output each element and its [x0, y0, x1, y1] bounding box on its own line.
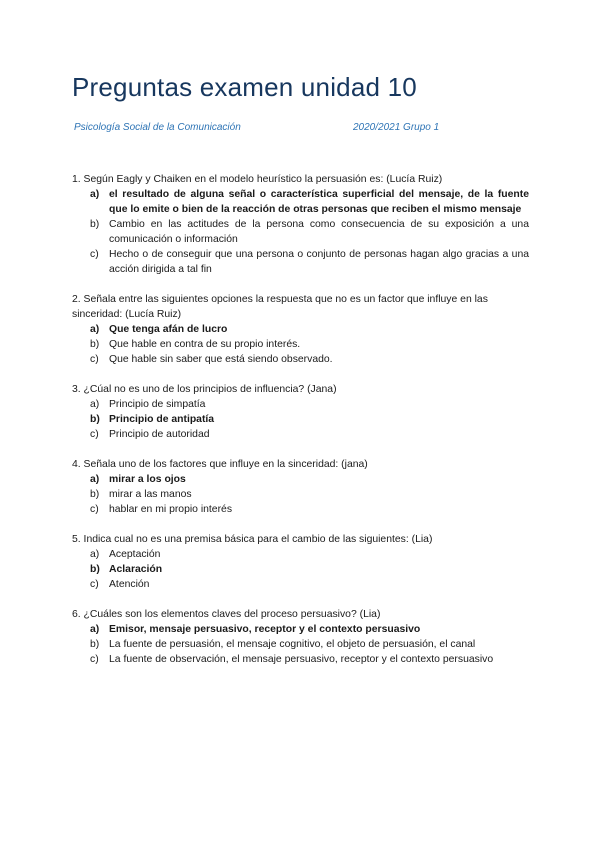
- option-label: b): [90, 639, 100, 650]
- option-text: La fuente de observación, el mensaje persuasivo, receptor y el contexto persuasivo: [109, 654, 494, 665]
- option-label: b): [90, 219, 100, 230]
- option-text: Que tenga afán de lucro: [109, 324, 228, 335]
- question-4: [72, 457, 529, 517]
- correct-option: [72, 622, 529, 637]
- question-text: 1. Según Eagly y Chaiken en el modelo heurístico la persuasión es: (Lucía Ruiz): [72, 174, 443, 185]
- option-text: mirar a las manos: [109, 489, 192, 500]
- option-label: c): [90, 504, 99, 515]
- option-text: Que hable sin saber que está siendo observado.: [109, 354, 333, 365]
- option-text: Principio de simpatía: [109, 399, 206, 410]
- option: [72, 217, 529, 247]
- question-6: [72, 607, 529, 667]
- option-label: a): [90, 189, 100, 200]
- option-text: Que hable en contra de su propio interés.: [109, 339, 301, 350]
- option-text: Principio de antipatía: [109, 414, 215, 425]
- option-text: mirar a los ojos: [109, 474, 186, 485]
- option-label: c): [90, 654, 99, 665]
- option: [72, 487, 529, 502]
- option-text: hablar en mi propio interés: [109, 504, 233, 515]
- option-list: [72, 187, 529, 277]
- option-list: [72, 547, 529, 592]
- option: [72, 577, 529, 592]
- option-text: Principio de autoridad: [109, 429, 210, 440]
- option-label: c): [90, 429, 99, 440]
- option-text: Aceptación: [109, 549, 161, 560]
- option-text: La fuente de persuasión, el mensaje cognitivo, el objeto de persuasión, el canal: [109, 639, 476, 650]
- question-text: 3. ¿Cúal no es uno de los principios de influencia? (Jana): [72, 384, 337, 395]
- option-text: Atención: [109, 579, 150, 590]
- question-text: 4. Señala uno de los factores que influye en la sinceridad: (jana): [72, 459, 368, 470]
- question-5: [72, 532, 529, 592]
- option-label: b): [90, 489, 100, 500]
- option-label: a): [90, 399, 100, 410]
- option: [72, 547, 529, 562]
- question-text: 5. Indica cual no es una premisa básica para el cambio de las siguientes: (Lia): [72, 534, 433, 545]
- correct-option: [72, 187, 529, 217]
- option-list: [72, 622, 529, 667]
- page-title: Preguntas examen unidad 10: [72, 72, 417, 102]
- option-label: b): [90, 564, 100, 575]
- option: [72, 352, 529, 367]
- option-list: [72, 397, 529, 442]
- option-text: Cambio en las actitudes de la persona como consecuencia de su exposición a una comunicación o información: [109, 219, 529, 245]
- option-list: [72, 322, 529, 367]
- option-text: Aclaración: [109, 564, 163, 575]
- option-label: a): [90, 624, 100, 635]
- correct-option: [72, 472, 529, 487]
- option: [72, 637, 529, 652]
- question-3: [72, 382, 529, 442]
- option: [72, 427, 529, 442]
- subject-label: Psicología Social de la Comunicación: [74, 122, 241, 133]
- correct-option: [72, 322, 529, 337]
- option-label: a): [90, 549, 100, 560]
- option-list: [72, 472, 529, 517]
- option-label: a): [90, 324, 100, 335]
- option: [72, 337, 529, 352]
- question-text: 6. ¿Cuáles son los elementos claves del proceso persuasivo? (Lia): [72, 609, 381, 620]
- option-label: c): [90, 249, 99, 260]
- option: [72, 652, 529, 667]
- question-list: [72, 172, 529, 682]
- option-label: b): [90, 339, 100, 350]
- option-label: b): [90, 414, 100, 425]
- group-label: 2020/2021 Grupo 1: [353, 122, 440, 133]
- option-label: c): [90, 354, 99, 365]
- option-label: c): [90, 579, 99, 590]
- correct-option: [72, 562, 529, 577]
- question-1: [72, 172, 529, 277]
- option: [72, 502, 529, 517]
- option-label: a): [90, 474, 100, 485]
- option-text: Hecho o de conseguir que una persona o conjunto de personas hagan algo gracias a una acción dirigida a tal fin: [109, 249, 529, 275]
- option: [72, 397, 529, 412]
- option-text: Emisor, mensaje persuasivo, receptor y el contexto persuasivo: [109, 624, 421, 635]
- correct-option: [72, 412, 529, 427]
- option: [72, 247, 529, 277]
- question-text: 2. Señala entre las siguientes opciones la respuesta que no es un factor que influye en las sinceridad: (Lucía Ruiz): [72, 294, 488, 320]
- option-text: el resultado de alguna señal o característica superficial del mensaje, de la fuente que lo emite o bien de la reacción de otras personas que reciben el mismo mensaje: [109, 189, 529, 215]
- question-2: [72, 292, 529, 367]
